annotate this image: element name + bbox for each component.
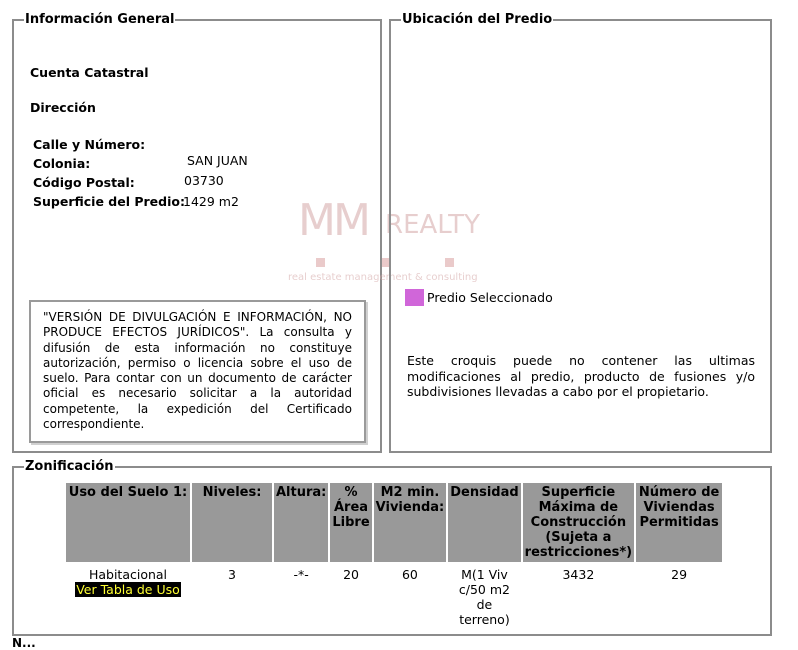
zonificacion-table (64, 481, 724, 632)
altura-value: -*- (293, 567, 309, 582)
header-numero-viviendas: Número de Viviendas Permitidas (636, 483, 722, 562)
header-m2-min-vivienda: M2 min. Vivienda: (374, 483, 447, 562)
header-area-libre: % Área Libre (330, 483, 371, 562)
header-densidad: Densidad (448, 483, 520, 562)
header-uso-suelo: Uso del Suelo 1: (66, 483, 190, 562)
disclaimer-box: "VERSIÓN DE DIVULGACIÓN E INFORMACIÓN, NO PRODUCE EFECTOS JURÍDICOS". La consulta y difusión de esta información no constituye autorización, permiso o licencia sobre el uso de suelo. Para contar con un documento de carácter oficial es necesario solicitar a la autoridad competente, la expedición del Certificado correspondiente. (29, 300, 366, 443)
header-altura: Altura: (274, 483, 328, 562)
niveles-value: 3 (228, 567, 236, 582)
watermark-realty: REALTY (385, 210, 480, 240)
uso-suelo-value: Habitacional (88, 567, 168, 582)
superficie-maxima-value: 3432 (562, 567, 595, 582)
table-header-row (66, 483, 722, 562)
watermark-tagline: real estate management & consulting (288, 272, 478, 283)
colonia-label: Colonia: (33, 156, 91, 171)
m2-min-value: 60 (401, 567, 418, 582)
predio-color-swatch (405, 289, 424, 306)
calle-numero-label: Calle y Número: (33, 137, 146, 152)
zonificacion-legend: Zonificación (25, 459, 114, 474)
area-libre-value: 20 (343, 567, 359, 582)
table-row (66, 564, 722, 630)
informacion-general-legend: Información General (25, 12, 175, 27)
watermark-dot (316, 258, 325, 267)
codigo-postal-value: 03730 (184, 173, 224, 188)
cut-off-text: N... (12, 636, 36, 650)
header-superficie-maxima: Superficie Máxima de Construcción (Sujeta a restricciones*) (524, 485, 633, 560)
uso-suelo-cell (66, 564, 190, 630)
croquis-note: Este croquis puede no contener las ultimas modificaciones al predio, producto de fusiones y/o subdivisiones llevadas a cabo por el propietario. (407, 353, 755, 399)
ubicacion-predio-legend: Ubicación del Predio (402, 12, 553, 27)
watermark-mm: MM (298, 195, 368, 246)
predio-seleccionado-label: Predio Seleccionado (427, 290, 553, 305)
cuenta-catastral-label: Cuenta Catastral (30, 65, 149, 80)
direccion-label: Dirección (30, 100, 96, 115)
colonia-value: SAN JUAN (187, 153, 248, 168)
header-niveles: Niveles: (192, 483, 272, 562)
densidad-value: M(1 Viv c/50 m2 de terreno) (458, 567, 510, 627)
ver-tabla-de-uso-link[interactable]: Ver Tabla de Uso (76, 582, 180, 597)
codigo-postal-label: Código Postal: (33, 175, 135, 190)
superficie-label: Superficie del Predio: (33, 194, 185, 209)
numero-viviendas-value: 29 (671, 567, 688, 582)
superficie-value: 1429 m2 (183, 194, 239, 209)
